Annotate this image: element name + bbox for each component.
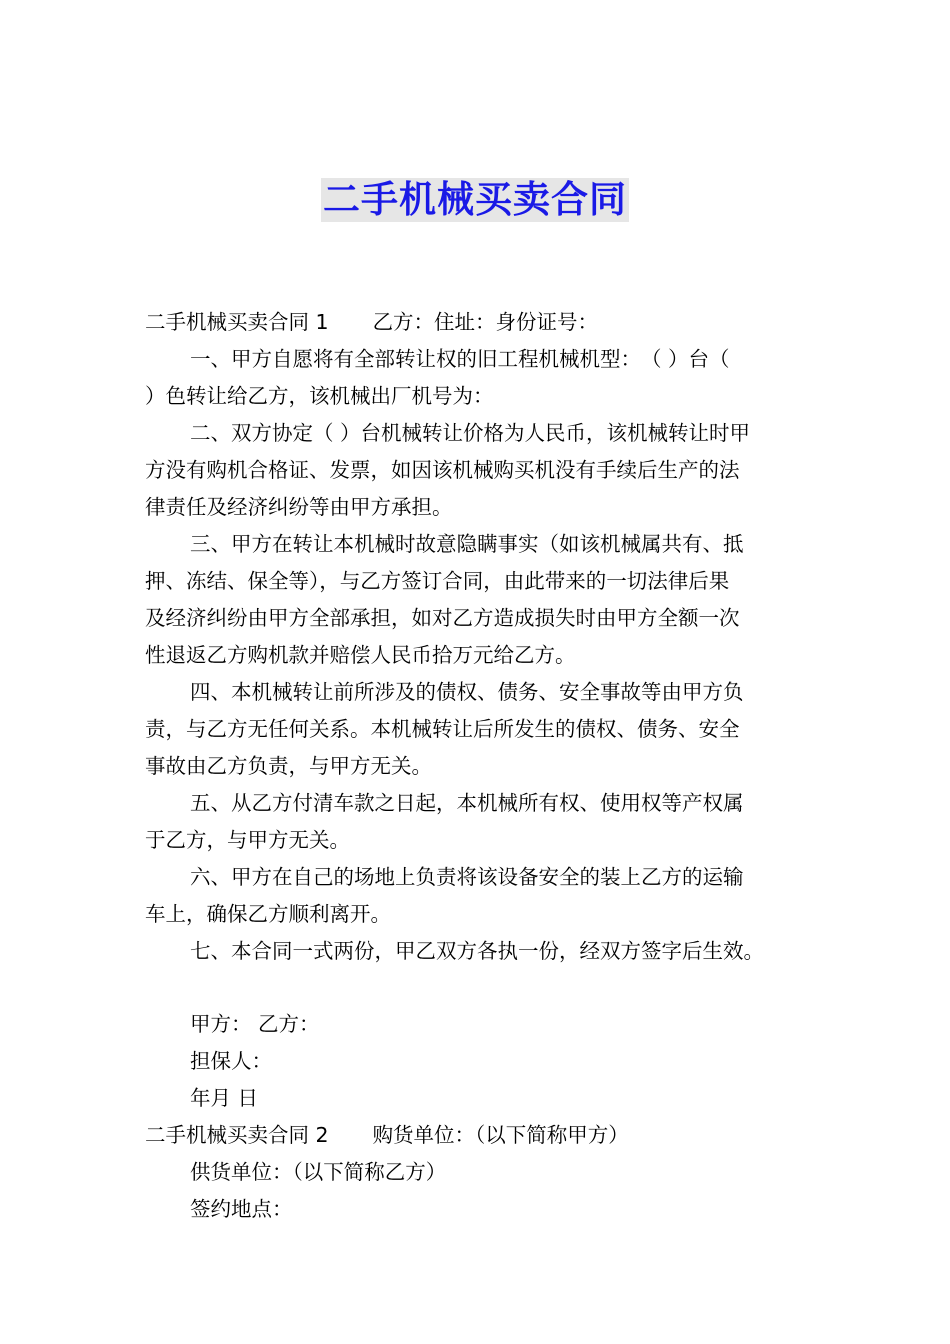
buyer-unit: 购货单位：（以下简称甲方） bbox=[372, 1123, 629, 1147]
clause-line: 五、从乙方付清车款之日起，本机械所有权、使用权等产权属 bbox=[190, 791, 744, 815]
clause-line: 性退返乙方购机款并赔偿人民币拾万元给乙方。 bbox=[145, 643, 576, 667]
clause-line: 律责任及经济纠纷等由甲方承担。 bbox=[145, 495, 453, 519]
clause-line: 押、冻结、保全等），与乙方签订合同，由此带来的一切法律后果 bbox=[145, 569, 730, 593]
signing-location: 签约地点： bbox=[190, 1197, 293, 1221]
signature-date: 年月 日 bbox=[190, 1086, 259, 1110]
clause-line: ）色转让给乙方，该机械出厂机号为： bbox=[145, 384, 494, 408]
clause-line: 六、甲方在自己的场地上负责将该设备安全的装上乙方的运输 bbox=[190, 865, 744, 889]
clause-line: 四、本机械转让前所涉及的债权、债务、安全事故等由甲方负 bbox=[190, 680, 744, 704]
supplier-unit: 供货单位：（以下简称乙方） bbox=[190, 1160, 447, 1184]
signature-guarantor: 担保人： bbox=[190, 1049, 272, 1073]
clause-line: 及经济纠纷由甲方全部承担，如对乙方造成损失时由甲方全额一次 bbox=[145, 606, 740, 630]
clause-line: 一、甲方自愿将有全部转让权的旧工程机械机型： （ ）台（ bbox=[190, 347, 730, 371]
clause-line: 二、双方协定（ ）台机械转让价格为人民币，该机械转让时甲 bbox=[190, 421, 751, 445]
document-title: 二手机械买卖合同 bbox=[323, 178, 627, 221]
clause-line: 方没有购机合格证、发票，如因该机械购买机没有手续后生产的法 bbox=[145, 458, 740, 482]
contract2-heading-line bbox=[145, 1117, 810, 1154]
clause-line: 三、甲方在转让本机械时故意隐瞒事实（如该机械属共有、抵 bbox=[190, 532, 744, 556]
clause-line: 车上，确保乙方顺利离开。 bbox=[145, 902, 391, 926]
signature-parties: 甲方： 乙方： bbox=[190, 1012, 320, 1036]
document-body bbox=[145, 304, 810, 1228]
clause-line: 责，与乙方无任何关系。本机械转让后所发生的债权、债务、安全 bbox=[145, 717, 740, 741]
clause-line: 七、本合同一式两份，甲乙双方各执一份，经双方签字后生效。 bbox=[190, 939, 764, 963]
title-wrapper bbox=[0, 178, 950, 222]
party-b-info: 乙方：住址：身份证号： bbox=[372, 310, 599, 334]
clause-line: 事故由乙方负责，与甲方无关。 bbox=[145, 754, 432, 778]
clause-line: 于乙方，与甲方无关。 bbox=[145, 828, 350, 852]
contract2-heading: 二手机械买卖合同 2 bbox=[145, 1123, 329, 1147]
spacer bbox=[145, 970, 810, 1006]
contract1-heading: 二手机械买卖合同 1 bbox=[145, 310, 329, 334]
contract1-heading-line bbox=[145, 304, 810, 341]
